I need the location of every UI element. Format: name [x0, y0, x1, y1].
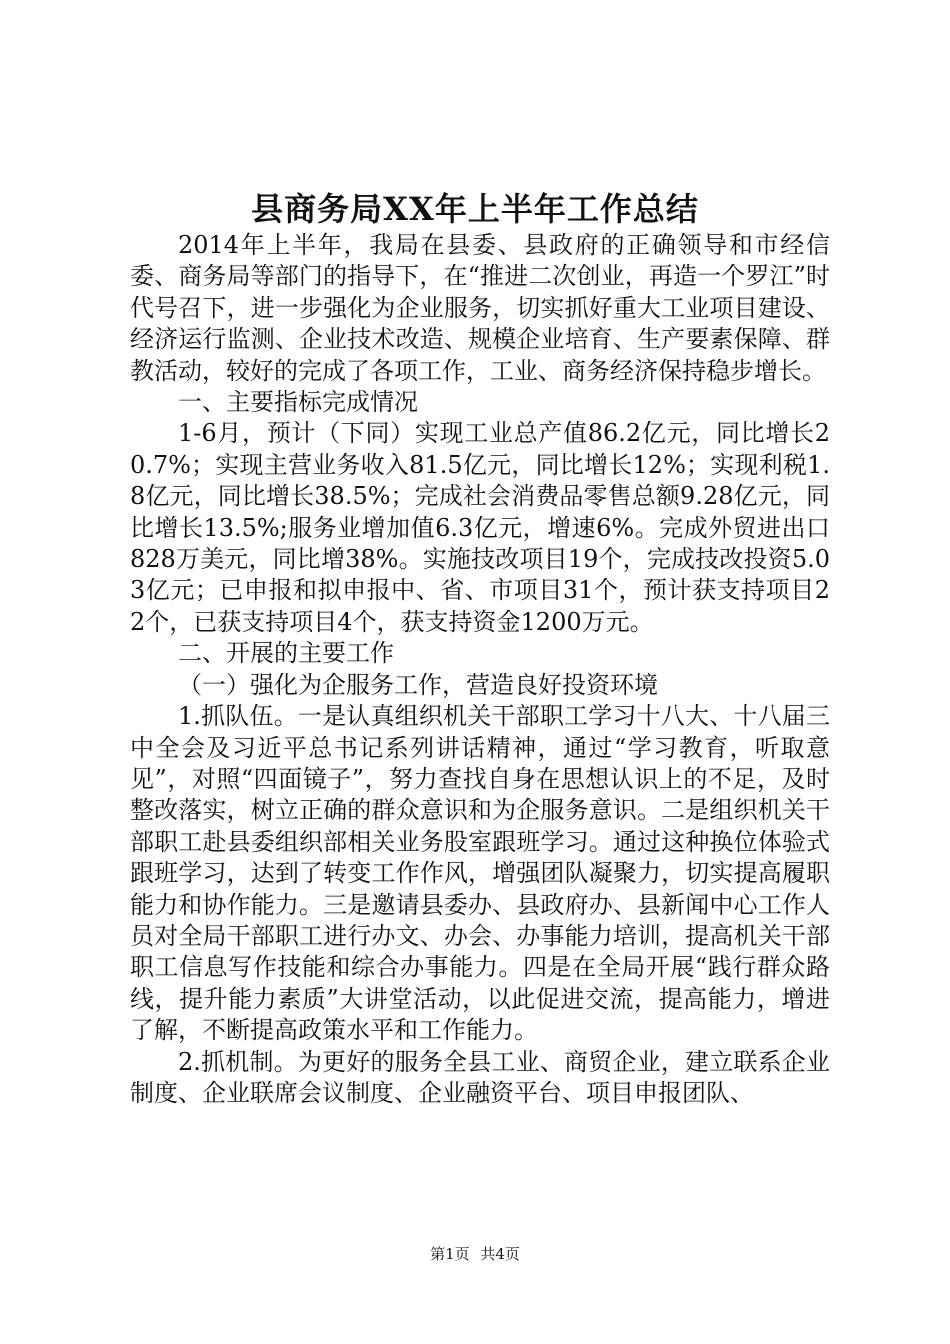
document-title: 县商务局XX年上半年工作总结	[251, 190, 699, 228]
page-footer	[0, 1244, 950, 1264]
indicators-paragraph: 1-6月，预计（下同）实现工业总产值86.2亿元，同比增长20.7%；实现主营业务收入81.5亿元，同比增长12%；实现利税1.8亿元，同比增长38.5%；完成社会消费品零售总额9.28亿元，同比增长13.5%;服务业增加值6.3亿元，增速6%。完成外贸进出口828万美元，同比增38%。实施技改项目19个，完成技改投资5.03亿元；已申报和拟申报中、省、市项目31个，预计获支持项目22个，已获支持项目4个，获支持资金1200万元。	[130, 419, 830, 636]
mechanism-paragraph: 2.抓机制。为更好的服务全县工业、商贸企业，建立联系企业制度、企业联席会议制度、企业融资平台、项目申报团队、	[130, 1047, 830, 1107]
page-number: 第1页	[430, 1245, 470, 1263]
page-total: 共4页	[480, 1245, 520, 1263]
document-body	[130, 230, 830, 1109]
intro-paragraph: 2014年上半年，我局在县委、县政府的正确领导和市经信委、商务局等部门的指导下，在“推进二次创业，再造一个罗江”时代号召下，进一步强化为企业服务，切实抓好重大工业项目建设、经济运行监测、企业技术改造、规模企业培育、生产要素保障、群教活动，较好的完成了各项工作，工业、商务经济保持稳步增长。	[130, 231, 830, 385]
subsection-heading-service: （一）强化为企服务工作，营造良好投资环境	[178, 670, 658, 699]
section-heading-indicators: 一、主要指标完成情况	[178, 388, 418, 417]
section-heading-main-work: 二、开展的主要工作	[178, 639, 394, 668]
team-paragraph: 1.抓队伍。一是认真组织机关干部职工学习十八大、十八届三中全会及习近平总书记系列讲话精神，通过“学习教育，听取意见”，对照“四面镜子”，努力查找自身在思想认识上的不足，及时整改落实，树立正确的群众意识和为企服务意识。二是组织机关干部职工赴县委组织部相关业务股室跟班学习。通过这种换位体验式跟班学习，达到了转变工作作风，增强团队凝聚力，切实提高履职能力和协作能力。三是邀请县委办、县政府办、县新闻中心工作人员对全局干部职工进行办文、办会、办事能力培训，提高机关干部职工信息写作技能和综合办事能力。四是在全局开展“践行群众路线，提升能力素质”大讲堂活动，以此促进交流，提高能力，增进了解，不断提高政策水平和工作能力。	[130, 702, 830, 1045]
